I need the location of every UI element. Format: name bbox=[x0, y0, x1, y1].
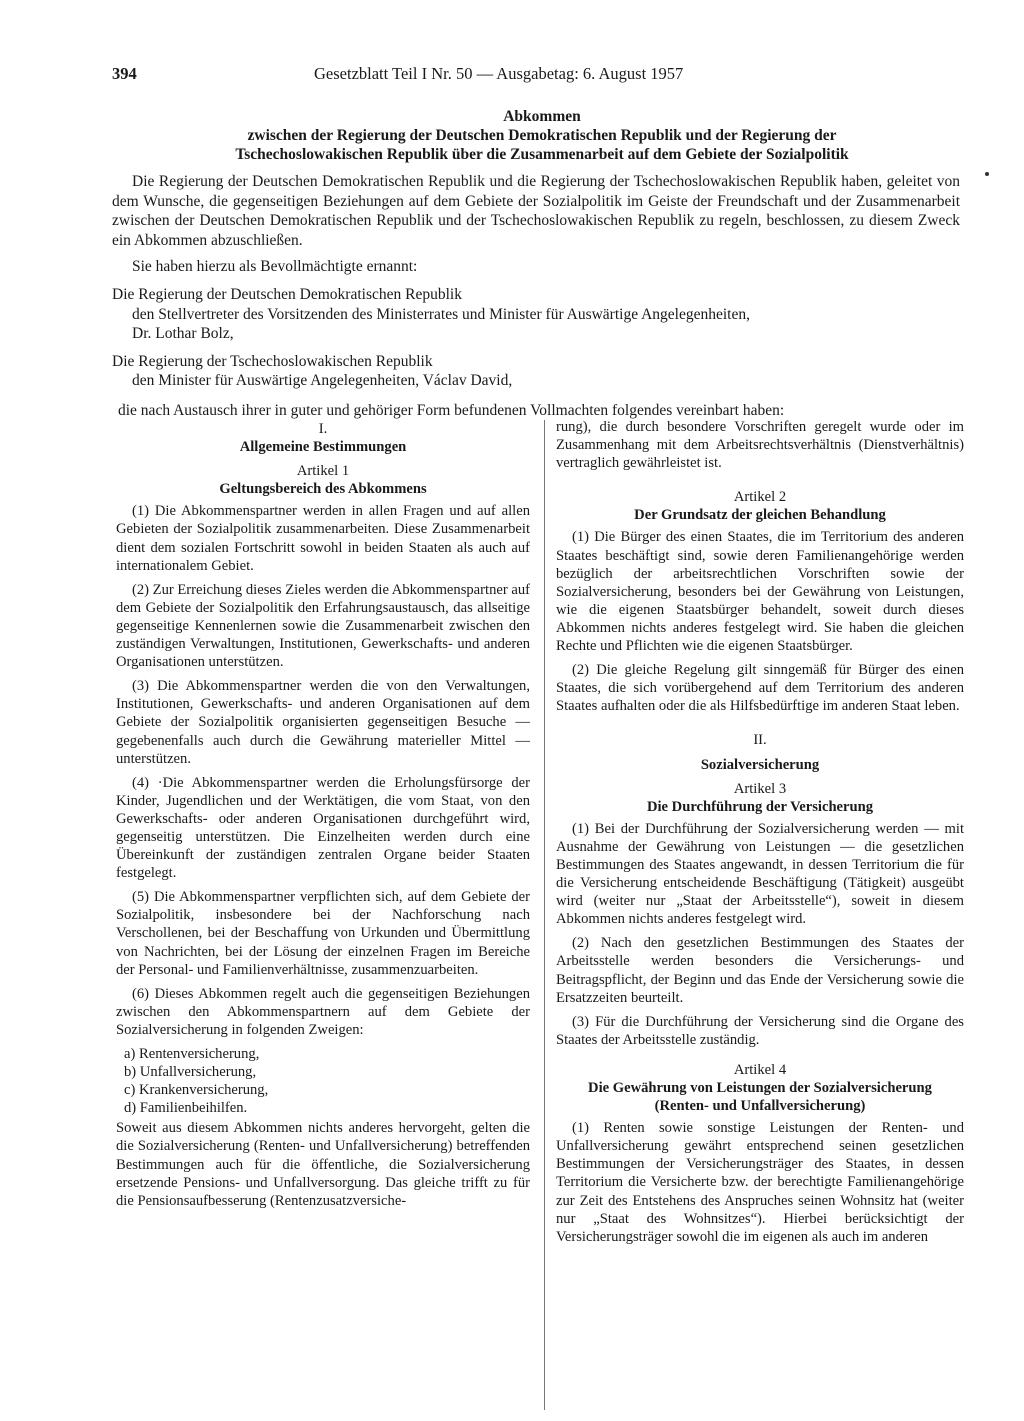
article-paragraph: (5) Die Abkommenspartner verpflichten sich, auf dem Gebiete der Sozialpolitik, insbesondere bei der Nachforschung nach Verschollenen, bei der Beschaffung von Urkunden und Übermittlung von Nachrichten, bei der Lösung der einzelnen Fragen im Bereiche der Personal- und Familienverhältnisse, zusammenzuarbeiten. bbox=[116, 889, 530, 978]
representative-gdr-name: Dr. Lothar Bolz, bbox=[132, 325, 234, 343]
section-number: I. bbox=[318, 421, 328, 437]
article-label: Artikel 4 bbox=[733, 1061, 787, 1078]
article-title: Der Grundsatz der gleichen Behandlung bbox=[634, 507, 886, 524]
agreement-title: Abkommen bbox=[503, 108, 581, 125]
preamble-closing: die nach Austausch ihrer in guter und gehöriger Form befundenen Vollmachten folgendes vereinbart haben: bbox=[118, 401, 785, 419]
article-paragraph: (6) Dieses Abkommen regelt auch die gegenseitigen Beziehungen zwischen den Abkommenspartnern auf dem Gebiete der Sozialversicherung in folgenden Zweigen: bbox=[116, 985, 530, 1038]
article-paragraph: (1) Renten sowie sonstige Leistungen der Renten- und Unfallversicherung gewährt entsprechend seinen gesetzlichen Bestimmungen der Versicherungsträger des Staates, in dessen Territorium die Versicherte bzw. der berechtigte Familienangehörige zur Zeit des Entstehens des Anspruches seinen Wohnsitz hat (weiter nur „Staat des Wohnsitzes“). Hierbei berücksichtigt der Versicherungsträger sowohl die im eigenen als auch im anderen bbox=[556, 1120, 964, 1245]
page-header bbox=[112, 64, 972, 84]
article-title-sub: (Renten- und Unfallversicherung) bbox=[654, 1098, 866, 1115]
article-title: Geltungsbereich des Abkommens bbox=[219, 481, 427, 498]
article-paragraph: (3) Die Abkommenspartner werden die von den Verwaltungen, Institutionen, Gewerkschafts- und anderen Organisationen auf dem Gebiete der Sozialpolitik organisierten gegenseitigen Besuche — gegebenenfalls auch durch die Gewährung materieller Mittel — unterstützen. bbox=[116, 678, 530, 767]
right-column bbox=[556, 418, 964, 1252]
article-paragraph: (1) Die Abkommenspartner werden in allen Fragen und auf allen Gebieten der Sozialpolitik zusammenarbeiten. Diese Zusammenarbeit dient dem sozialen Fortschritt sowohl in beiden Staaten als auch auf internationalem Gebiet. bbox=[116, 503, 530, 574]
list-item: d) Familienbeihilfen. bbox=[124, 1100, 248, 1117]
insurance-branches-list bbox=[116, 1045, 530, 1117]
article-paragraph: (2) Nach den gesetzlichen Bestimmungen des Staates der Arbeitsstelle werden besonders die Versicherungs- und Beitragspflicht, der Beginn und das Ende der Versicherung sowie die Ersatzzeiten beurteilt. bbox=[556, 935, 964, 1006]
article-label: Artikel 3 bbox=[733, 780, 787, 797]
article-paragraph: Soweit aus diesem Abkommen nichts anderes hervorgeht, gelten die die Sozialversicherung (Renten- und Unfallversicherung) betreffenden Bestimmungen auch für die öffentliche, die Sozialversicherung ersetzende Pensions- und Unfallversorgung. Das gleiche trifft zu für die Pensionsaufbesserung (Rentenzusatzversiche- bbox=[116, 1120, 530, 1209]
article-title: Die Gewährung von Leistungen der Sozialversicherung bbox=[588, 1080, 932, 1096]
article-paragraph: (1) Die Bürger des einen Staates, die im Territorium des anderen Staates beschäftigt sind, sowie deren Familienangehörige werden bezüglich der arbeitsrechtlichen Vorschriften sowie der Sozialversicherung, besonders bei der Gewährung von Leistungen, wie die eigenen Staatsbürger behandelt, soweit durch dieses Abkommen nichts anderes festgelegt wird. Sie haben die gleichen Rechte und Pflichten wie die eigenen Staatsbürger. bbox=[556, 529, 964, 655]
list-item: b) Unfallversicherung, bbox=[124, 1064, 257, 1081]
agreement-subtitle-line1: zwischen der Regierung der Deutschen Demokratischen Republik und der Regierung der bbox=[247, 127, 837, 144]
article-label: Artikel 2 bbox=[733, 489, 787, 506]
page-number: 394 bbox=[112, 64, 137, 83]
scan-speck bbox=[985, 172, 989, 176]
list-item: a) Rentenversicherung, bbox=[124, 1046, 260, 1062]
running-title: Gesetzblatt Teil I Nr. 50 — Ausgabetag: 6. August 1957 bbox=[314, 64, 684, 83]
article-title: Die Durchführung der Versicherung bbox=[646, 798, 874, 815]
preamble-paragraph: Die Regierung der Deutschen Demokratischen Republik und die Regierung der Tschechoslowakischen Republik haben, geleitet von dem Wunsche, die gegenseitigen Beziehungen auf dem Gebiete der Sozialpolitik im Geiste der Freundschaft und der Zusammenarbeit zwischen der Deutschen Demokratischen Republik und der Tschechoslowakischen Republik zu regeln, beschlossen, zu diesem Zweck ein Abkommen abzuschließen. bbox=[112, 173, 960, 249]
article-paragraph: (2) Zur Erreichung dieses Zieles werden die Abkommenspartner auf dem Gebiete der Sozialpolitik den Erfahrungsaustausch, das allseitige gegenseitige Kennenlernen sowie die Zusammenarbeit zwischen den zuständigen Verwaltungen, Institutionen, Gewerkschafts- und anderen Organisationen unterstützen. bbox=[116, 581, 530, 671]
section-title: Allgemeine Bestimmungen bbox=[239, 439, 407, 456]
article-label: Artikel 1 bbox=[296, 463, 350, 480]
party-csr: Die Regierung der Tschechoslowakischen Republik bbox=[112, 352, 433, 370]
list-item: c) Krankenversicherung, bbox=[124, 1082, 269, 1099]
preamble-paragraph: Sie haben hierzu als Bevollmächtigte ernannt: bbox=[132, 258, 418, 276]
preamble bbox=[112, 172, 960, 428]
party-gdr: Die Regierung der Deutschen Demokratischen Republik bbox=[112, 285, 462, 303]
agreement-subtitle-line2: Tschechoslowakischen Republik über die Zusammenarbeit auf dem Gebiete der Sozialpolitik bbox=[235, 146, 849, 163]
representative-csr: den Minister für Auswärtige Angelegenheiten, Václav David, bbox=[132, 372, 513, 390]
article-paragraph: (3) Für die Durchführung der Versicherung sind die Organe des Staates der Arbeitsstelle zuständig. bbox=[556, 1013, 964, 1048]
article-paragraph: (4) ·Die Abkommenspartner werden die Erholungsfürsorge der Kinder, Jugendlichen und der Werktätigen, die vom Staat, von den Gewerkschafts- oder anderen Organisationen durchgeführt wird, gegenseitig unterstützen. Die Einzelheiten werden durch eine Übereinkunft der zuständigen zentralen Organe beider Staaten festgelegt. bbox=[116, 774, 530, 882]
column-divider bbox=[544, 420, 545, 1410]
section-title: Sozialversicherung bbox=[700, 756, 820, 773]
continued-paragraph: rung), die durch besondere Vorschriften geregelt wurde oder im Zusammenhang mit dem Arbeitsrechtsverhältnis (Dienstverhältnis) vertraglich gewährleistet ist. bbox=[556, 419, 964, 472]
article-paragraph: (1) Bei der Durchführung der Sozialversicherung werden — mit Ausnahme der Gewährung von Leistungen — die gesetzlichen Bestimmungen des Staates angewandt, in dessen Territorium die für die Versicherung entscheidende Beschäftigung (Tätigkeit) ausgeübt wird (weiter nur „Staat der Arbeitsstelle“), soweit in diesem Abkommen nichts anderes festgelegt wird. bbox=[556, 820, 964, 928]
section-number: II. bbox=[753, 732, 767, 749]
agreement-title-block bbox=[112, 107, 972, 164]
left-column bbox=[116, 420, 530, 1216]
article-paragraph: (2) Die gleiche Regelung gilt sinngemäß für Bürger des einen Staates, die sich vorübergehend auf dem Territorium des anderen Staates aufhalten oder die als Hilfsbedürftige im anderen Staat leben. bbox=[556, 662, 964, 715]
representative-gdr: den Stellvertreter des Vorsitzenden des Ministerrates und Minister für Auswärtige Angelegenheiten, bbox=[132, 305, 750, 323]
